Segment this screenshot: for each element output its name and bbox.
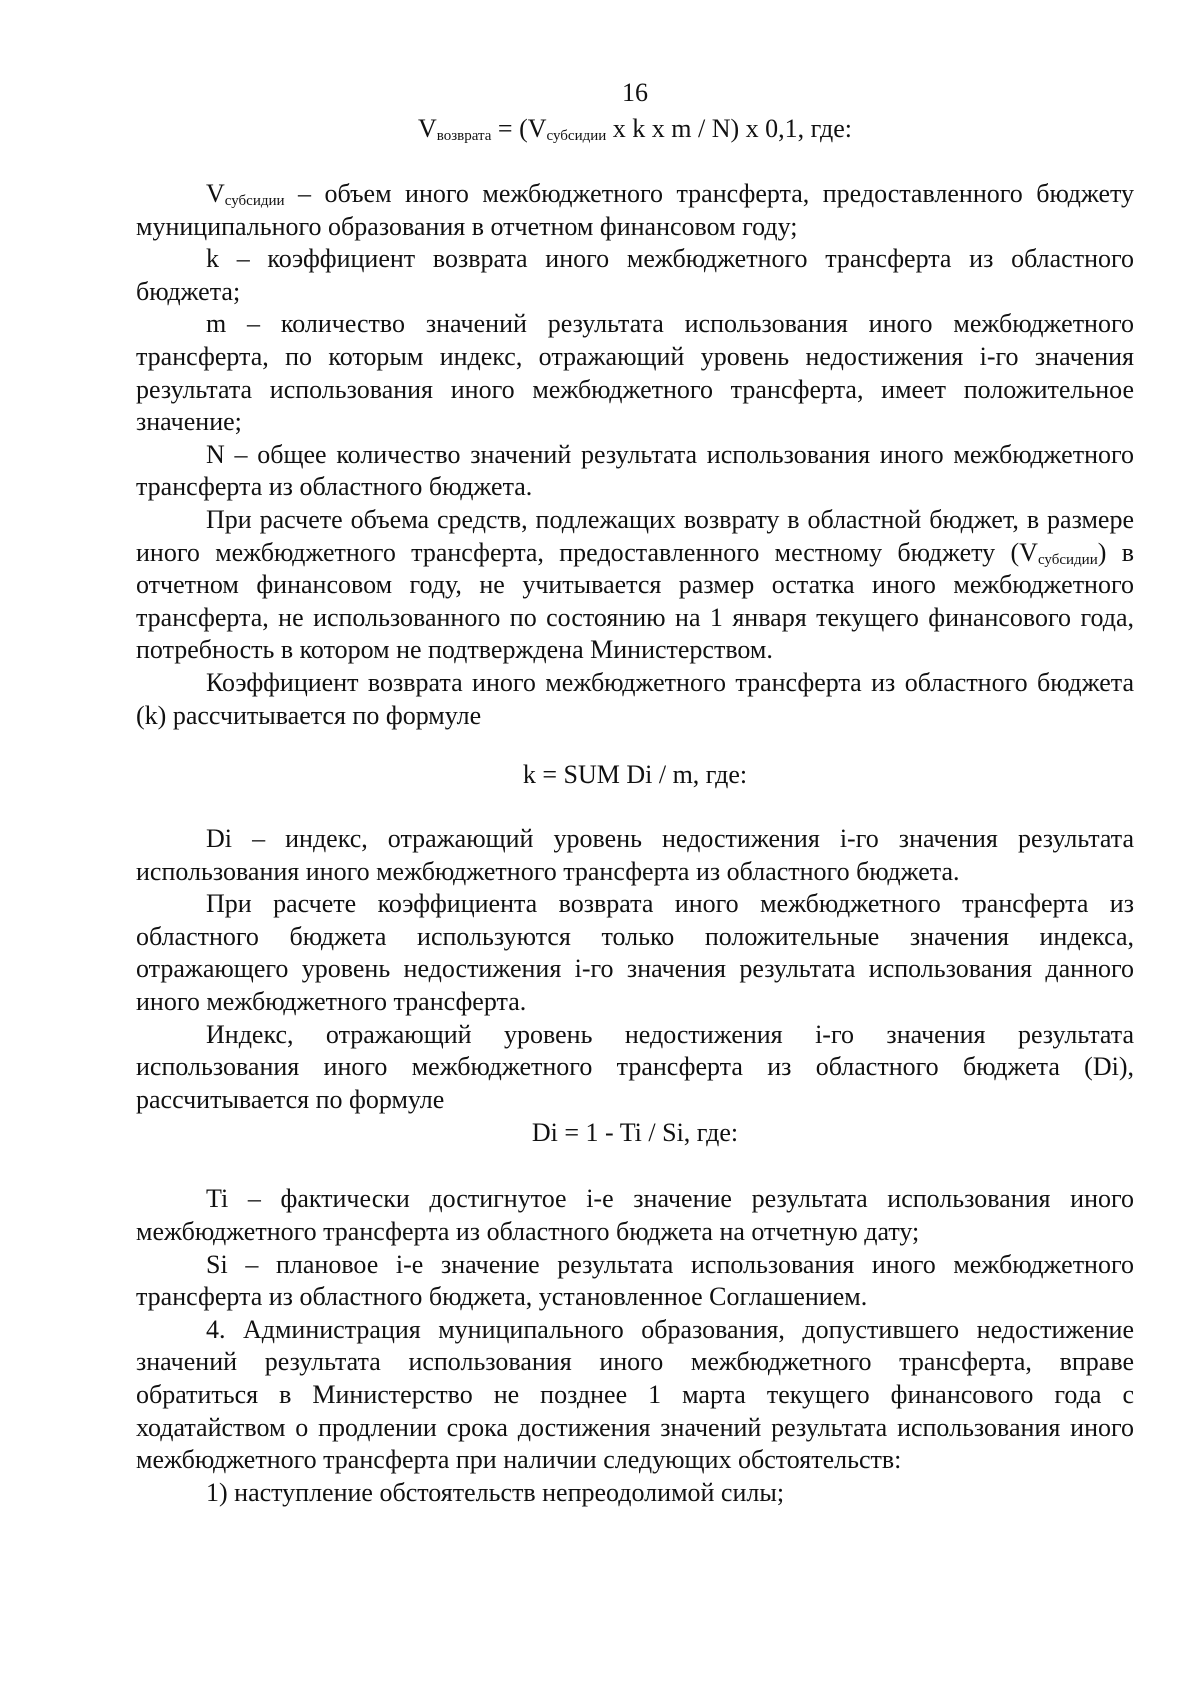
formula-di: Di = 1 - Ti / Si, где: — [531, 1118, 739, 1148]
definition-v-subsidy: $V_{субсидии}$ – объем иного межбюджетного трансферта, предоставленного бюджету муниципального образования в отчетном финансовом году; — [136, 179, 1134, 241]
paragraph-4: 4. Администрация муниципального образования, допустившего недостижение значений результата использования иного межбюджетного трансферта, вправе обратиться в Министерство не позднее 1 марта текущего финансового года с ходатайством о продлении срока достижения значений результата использования иного межбюджетного трансферта при наличии следующих обстоятельств: — [136, 1314, 1134, 1475]
definition-n: N – общее количество значений результата использования иного межбюджетного трансферта из областного бюджета. — [136, 439, 1134, 502]
formula-return-volume: $V_{возврата} = (V_{субсидии}$ x k x m / N) x 0,1, где: — [417, 114, 853, 144]
list-item-1: 1) наступление обстоятельств непреодолимой силы; — [206, 1477, 785, 1507]
definition-di: Di – индекс, отражающий уровень недостижения i-го значения результата использования иного межбюджетного трансферта из областного бюджета. — [136, 824, 1134, 886]
paragraph-coefficient: Коэффициент возврата иного межбюджетного трансферта из областного бюджета (k) рассчитывается по формуле — [136, 667, 1134, 730]
formula-k: k = SUM Di / m, где: — [522, 760, 748, 790]
definition-k: k – коэффициент возврата иного межбюджетного трансферта из областного бюджета; — [136, 244, 1134, 306]
definition-m: m – количество значений результата использования иного межбюджетного трансферта, по которым индекс, отражающий уровень недостижения i-го значения результата использования иного межбюджетного трансферта, имеет положительное значение; — [136, 309, 1134, 437]
paragraph-index: Индекс, отражающий уровень недостижения i-го значения результата использования иного межбюджетного трансферта из областного бюджета (Di), рассчитывается по формуле — [136, 1019, 1134, 1114]
page-number: 16 — [622, 78, 648, 107]
definition-ti: Ti – фактически достигнутое i-е значение результата использования иного межбюджетного трансферта из областного бюджета на отчетную дату; — [136, 1184, 1134, 1247]
paragraph-calculation: При расчете объема средств, подлежащих возврату в областной бюджет, в размере иного межбюджетного трансферта, предоставленного местному бюджету $(V_{субсидии})$ в отчетном финансовом году, не учитывается размер остатка иного межбюджетного трансферта, не использованного по состоянию на 1 января текущего финансового года, потребность в котором не подтверждена Министерством. — [136, 504, 1135, 665]
definition-si: Si – плановое i-е значение результата использования иного межбюджетного трансферта из областного бюджета, установленное Соглашением. — [136, 1249, 1134, 1312]
paragraph-positive-values: При расчете коэффициента возврата иного межбюджетного трансферта из областного бюджета используются только положительные значения индекса, отражающего уровень недостижения i-го значения результата использования данного иного межбюджетного трансферта. — [136, 889, 1134, 1017]
